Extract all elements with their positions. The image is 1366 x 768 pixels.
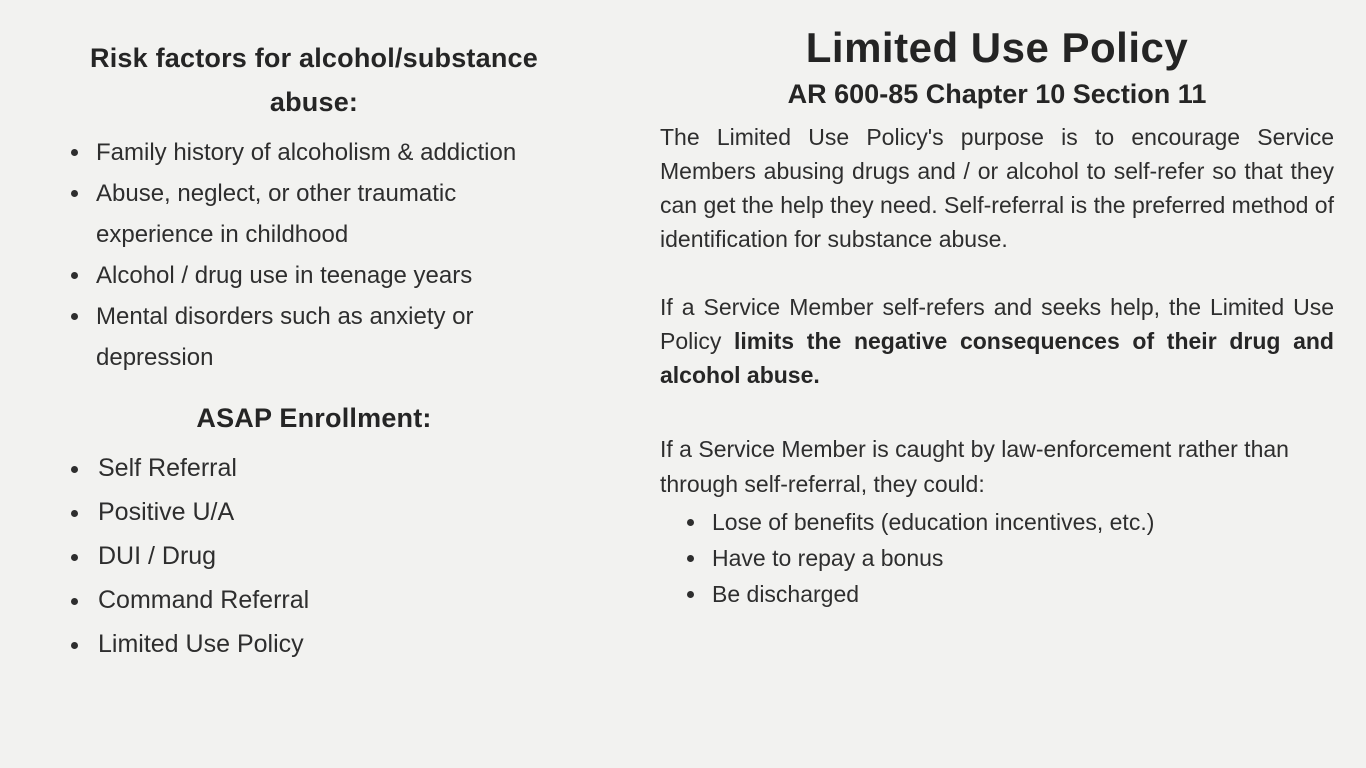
- caught-paragraph: If a Service Member is caught by law-enforcement rather than through self-referral, they could:: [660, 436, 1289, 497]
- left-column: [0, 0, 620, 768]
- list-item: • Alcohol / drug use in teenage years: [92, 255, 542, 296]
- list-item: • Abuse, neglect, or other traumatic experience in childhood: [92, 173, 542, 255]
- list-item: • Positive U/A: [92, 490, 564, 534]
- page-title: Limited Use Policy: [805, 24, 1189, 71]
- list-item: • Family history of alcoholism & addiction: [92, 132, 542, 173]
- page-subtitle: AR 600-85 Chapter 10 Section 11: [787, 79, 1207, 109]
- list-item: • Be discharged: [708, 576, 1334, 612]
- list-item: • Have to repay a bonus: [708, 540, 1334, 576]
- risk-factors-list: [64, 132, 542, 378]
- asap-enrollment-heading: ASAP Enrollment:: [196, 403, 432, 433]
- consequences-list: [660, 504, 1334, 612]
- list-item: • Self Referral: [92, 446, 564, 490]
- list-item: • Command Referral: [92, 578, 564, 622]
- list-item: • Limited Use Policy: [92, 622, 564, 666]
- purpose-paragraph: The Limited Use Policy's purpose is to encourage Service Members abusing drugs and / or alcohol to self-refer so that they can get the help they need. Self-referral is the preferred method of identification for substance abuse.: [660, 124, 1334, 252]
- risk-factors-heading: Risk factors for alcohol/substance abuse:: [90, 43, 538, 117]
- list-item: • DUI / Drug: [92, 534, 564, 578]
- limits-paragraph: If a Service Member self-refers and seeks help, the Limited Use Policy limits the negative consequences of their drug and alcohol abuse.: [660, 294, 1334, 388]
- right-column: [620, 0, 1366, 768]
- asap-enrollment-list: [64, 446, 564, 666]
- list-item: • Mental disorders such as anxiety or depression: [92, 296, 542, 378]
- list-item: • Lose of benefits (education incentives, etc.): [708, 504, 1334, 540]
